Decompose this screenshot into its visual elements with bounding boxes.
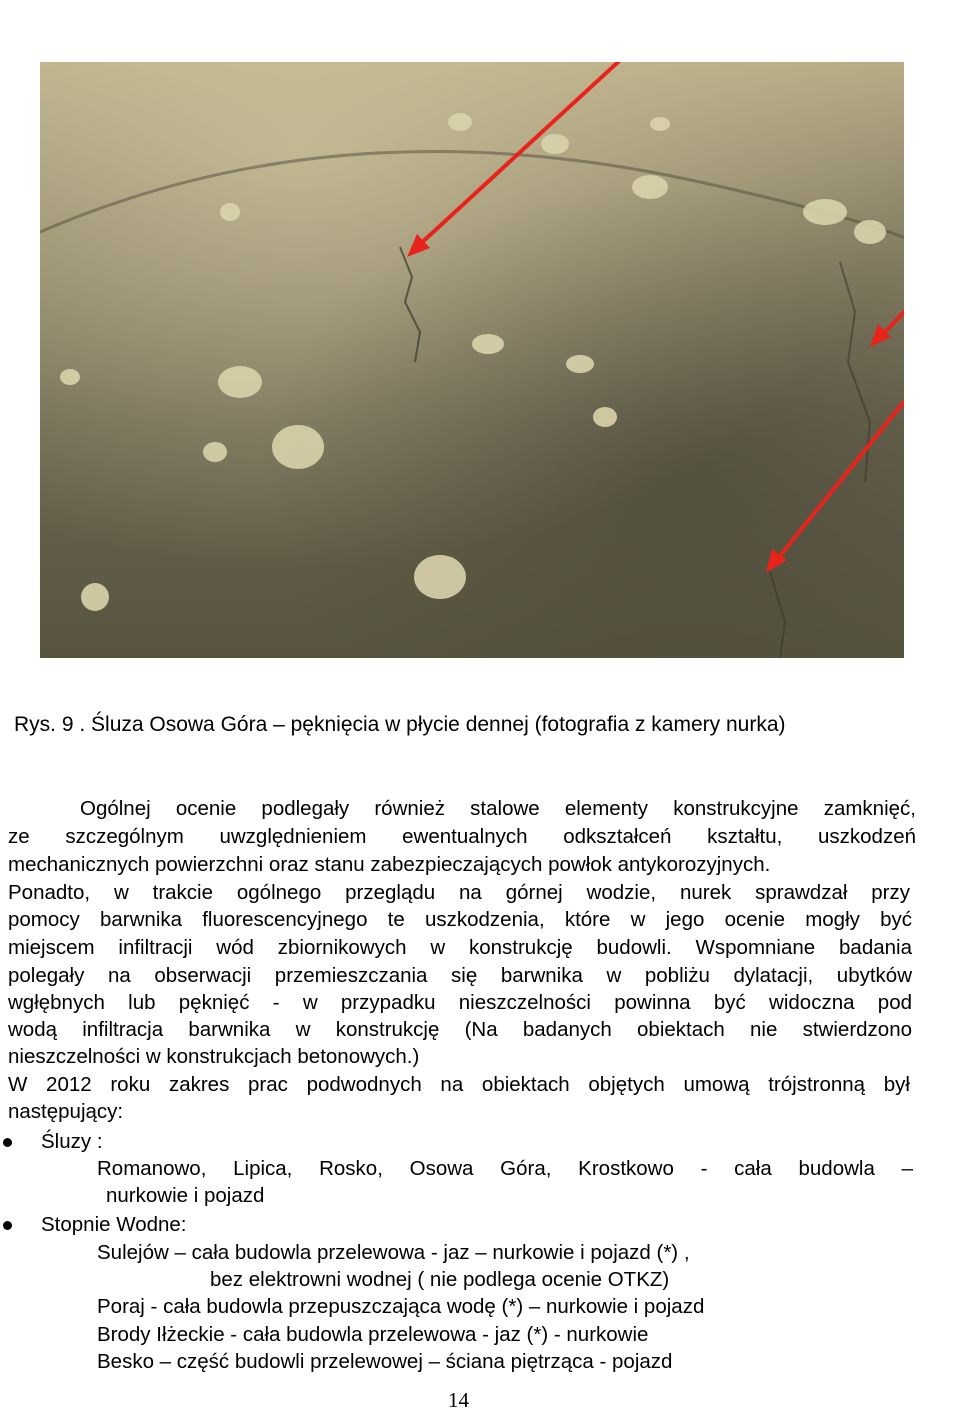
bullet-title-stopnie: Stopnie Wodne: <box>41 1213 187 1236</box>
page-number: 14 <box>448 1388 469 1412</box>
sluzy-line-1: Romanowo, Lipica, Rosko, Osowa Góra, Krostkowo - cała budowla – <box>97 1157 913 1180</box>
stopnie-line-1: Sulejów – cała budowla przelewowa - jaz – nurkowie i pojazd (*) , <box>97 1241 690 1264</box>
stopnie-line-2: bez elektrowni wodnej ( nie podlega ocenie OTKZ) <box>210 1268 670 1291</box>
bullet-dot <box>3 1221 12 1230</box>
paragraph-line-2: ze szczególnym uwzględnieniem ewentualnych odkształceń kształtu, uszkodzeń <box>8 825 916 848</box>
stopnie-line-5: Besko – część budowli przelewowej – ściana piętrząca - pojazd <box>97 1350 673 1373</box>
paragraph-line-3: mechanicznych powierzchni oraz stanu zabezpieczających powłok antykorozyjnych. <box>8 853 771 876</box>
paragraph-line-11: W 2012 roku zakres prac podwodnych na obiektach objętych umową trójstronną był <box>8 1073 910 1096</box>
stopnie-line-4: Brody Iłżeckie - cała budowla przelewowa - jaz (*) - nurkowie <box>97 1323 649 1346</box>
paragraph-line-5: pomocy barwnika fluorescencyjnego te uszkodzenia, które w jego ocenie mogły być <box>8 908 912 931</box>
paragraph-line-1: Ogólnej ocenie podlegały również stalowe elementy konstrukcyjne zamknięć, <box>80 797 916 820</box>
bullet-dot <box>3 1138 12 1147</box>
paragraph-line-10: nieszczelności w konstrukcjach betonowych.) <box>8 1045 420 1068</box>
paragraph-line-7: polegały na obserwacji przemieszczania się barwnika w pobliżu dylatacji, ubytków <box>8 964 912 987</box>
paragraph-line-8: wgłębnych lub pęknięć - w przypadku nieszczelności powinna być widoczna pod <box>8 991 912 1014</box>
paragraph-line-6: miejscem infiltracji wód zbiornikowych w konstrukcję budowli. Wspomniane badania <box>8 936 912 959</box>
stopnie-line-3: Poraj - cała budowla przepuszczająca wodę (*) – nurkowie i pojazd <box>97 1295 705 1318</box>
underwater-photo <box>40 62 904 658</box>
bullet-title-sluzy: Śluzy : <box>41 1130 103 1153</box>
paragraph-line-9: wodą infiltracja barwnika w konstrukcję (Na badanych obiektach nie stwierdzono <box>8 1018 912 1041</box>
paragraph-line-12: następujący: <box>8 1100 124 1123</box>
sluzy-line-2: nurkowie i pojazd <box>106 1184 265 1207</box>
figure-caption: Rys. 9 . Śluza Osowa Góra – pęknięcia w płycie dennej (fotografia z kamery nurka) <box>14 713 786 736</box>
paragraph-line-4: Ponadto, w trakcie ogólnego przeglądu na górnej wodzie, nurek sprawdzał przy <box>8 881 910 904</box>
